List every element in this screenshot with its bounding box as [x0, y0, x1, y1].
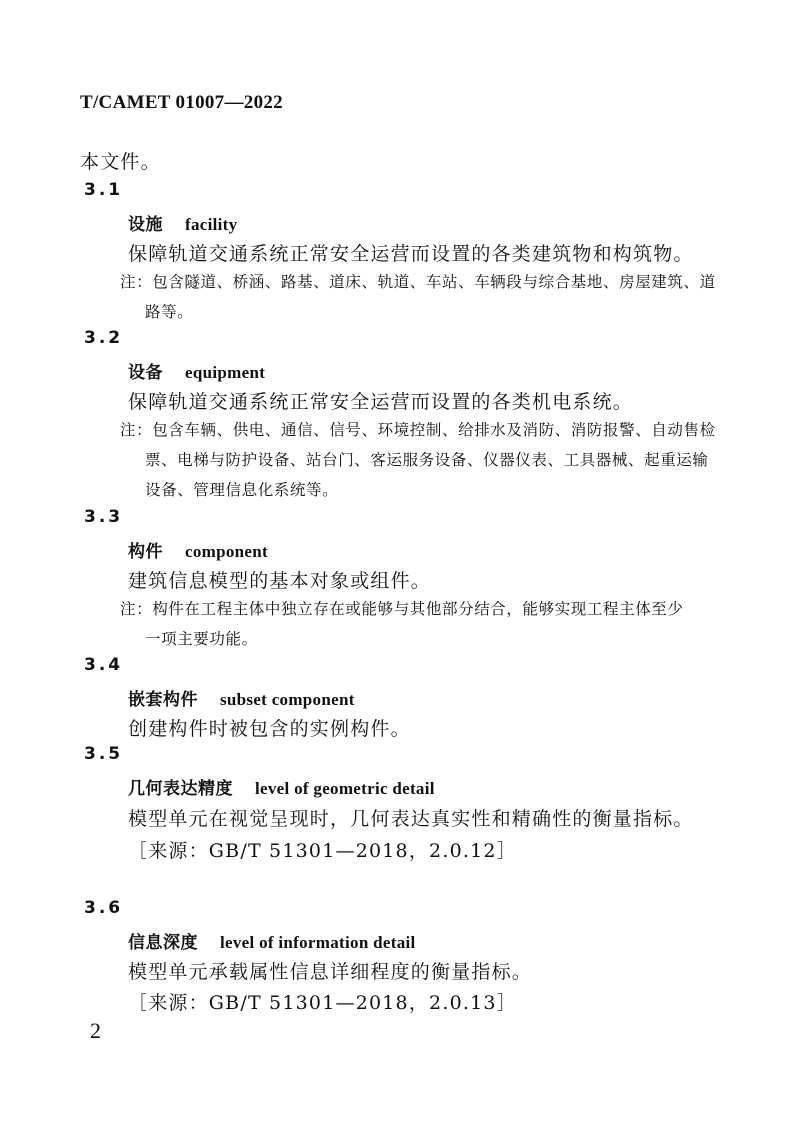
note-line: 注：包含车辆、供电、通信、信号、环境控制、给排水及消防、消防报警、自动售检 [120, 421, 716, 439]
intro-text: 本文件。 [80, 151, 161, 173]
term-heading [128, 685, 355, 710]
term-chinese: 设备 [128, 363, 163, 383]
source-reference: ［来源：GB/T 51301—2018，2.0.13］ [128, 992, 517, 1014]
note-line: 注：构件在工程主体中独立存在或能够与其他部分结合，能够实现工程主体至少 [120, 600, 684, 618]
term-english: facility [185, 215, 238, 234]
term-definition: 建筑信息模型的基本对象或组件。 [128, 570, 432, 592]
entry-number: 3.4 [84, 655, 124, 675]
term-heading [128, 358, 265, 383]
entry-number: 3.3 [84, 507, 124, 527]
term-definition: 创建构件时被包含的实例构件。 [128, 718, 411, 740]
page-number: 2 [90, 1018, 101, 1043]
term-chinese: 设施 [128, 215, 163, 235]
entry-number: 3.2 [84, 328, 124, 348]
term-chinese: 几何表达精度 [128, 779, 233, 799]
term-heading [128, 210, 237, 235]
document-header: T/CAMET 01007—2022 [80, 92, 283, 113]
note-line: 一项主要功能。 [145, 630, 258, 648]
term-chinese: 嵌套构件 [128, 690, 198, 710]
term-english: level of geometric detail [255, 779, 435, 798]
source-reference: ［来源：GB/T 51301—2018，2.0.12］ [128, 840, 517, 862]
note-line: 注：包含隧道、桥涵、路基、道床、轨道、车站、车辆段与综合基地、房屋建筑、道 [120, 273, 716, 291]
term-chinese: 构件 [128, 542, 163, 562]
entry-number: 3.1 [84, 180, 124, 200]
term-definition: 保障轨道交通系统正常安全运营而设置的各类机电系统。 [128, 391, 634, 413]
term-heading [128, 928, 416, 953]
term-definition: 模型单元承载属性信息详细程度的衡量指标。 [128, 961, 533, 983]
note-line: 设备、管理信息化系统等。 [145, 481, 339, 499]
entry-number: 3.5 [84, 744, 124, 764]
term-english: component [185, 542, 268, 561]
term-english: equipment [185, 363, 266, 382]
term-definition: 保障轨道交通系统正常安全运营而设置的各类建筑物和构筑物。 [128, 243, 694, 265]
term-heading [128, 774, 435, 799]
note-line: 票、电梯与防护设备、站台门、客运服务设备、仪器仪表、工具器械、起重运输 [145, 451, 709, 469]
entry-number: 3.6 [84, 898, 124, 918]
note-line: 路等。 [145, 303, 194, 321]
term-heading [128, 537, 268, 562]
term-english: level of information detail [220, 933, 416, 952]
term-english: subset component [220, 690, 355, 709]
term-chinese: 信息深度 [128, 933, 198, 953]
term-definition: 模型单元在视觉呈现时，几何表达真实性和精确性的衡量指标。 [128, 808, 694, 830]
